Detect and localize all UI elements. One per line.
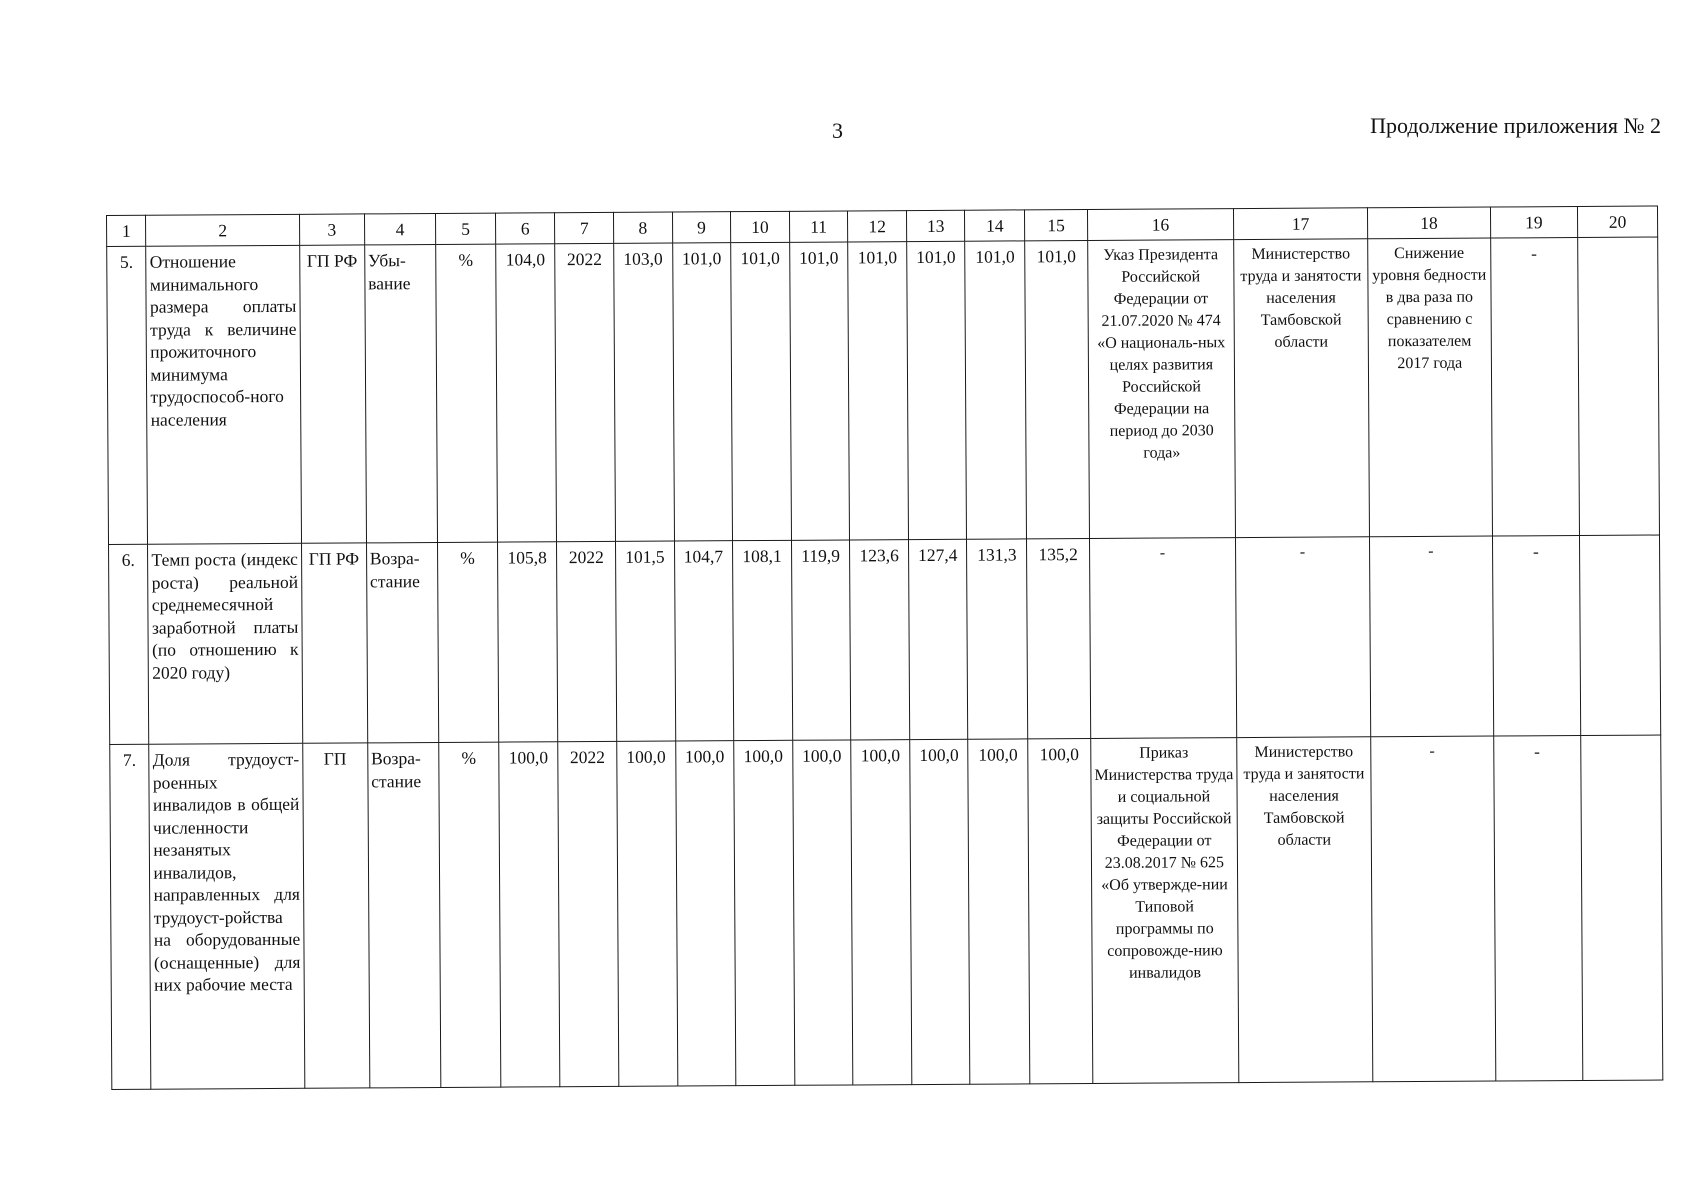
col-number: 12 (848, 211, 907, 242)
target-value: 127,4 (908, 539, 968, 739)
target-value: 131,3 (967, 539, 1028, 739)
base-year: 2022 (555, 243, 615, 541)
column-19-value: - (1492, 536, 1581, 737)
base-value: 105,8 (497, 542, 558, 742)
target-value: 103,0 (614, 243, 674, 541)
target-value: 101,0 (789, 242, 849, 540)
unit: % (438, 542, 499, 742)
col-number: 16 (1087, 209, 1233, 241)
col-number: 19 (1490, 207, 1578, 239)
base-year: 2022 (557, 541, 617, 741)
legal-basis: - (1089, 538, 1236, 739)
col-number: 7 (555, 212, 614, 243)
target-value: 101,0 (965, 241, 1026, 539)
target-value: 100,0 (617, 741, 678, 1086)
base-value: 104,0 (495, 244, 556, 542)
target-value: 101,0 (672, 243, 732, 541)
col-number: 3 (299, 214, 364, 245)
row-number: 6. (109, 544, 150, 744)
target-value: 101,0 (848, 242, 908, 540)
target-value: 101,0 (731, 242, 791, 540)
responsible-body: Министерство труда и занятости населения Тамбовской области (1237, 737, 1373, 1083)
target-value: 119,9 (791, 540, 851, 740)
col-number: 2 (146, 214, 300, 246)
base-year: 2022 (558, 741, 619, 1086)
row-number: 5. (107, 246, 148, 544)
col-number: 13 (906, 210, 965, 241)
goal-link: - (1370, 536, 1494, 737)
trend-direction: Убы-вание (364, 244, 437, 542)
indicator-name: Темп роста (индекс роста) реальной среднемесячной заработной платы (по отношению к 2020 году) (148, 543, 303, 744)
col-number: 8 (613, 212, 672, 243)
base-value: 100,0 (498, 742, 560, 1087)
col-number: 14 (965, 210, 1025, 241)
column-20-value (1581, 735, 1663, 1080)
target-value: 100,0 (1028, 738, 1093, 1083)
target-value: 101,5 (615, 541, 675, 741)
trend-direction: Возра-стание (367, 742, 440, 1087)
column-19-value: - (1493, 736, 1582, 1082)
table-row (109, 535, 1661, 744)
col-number: 11 (789, 211, 848, 242)
col-number: 5 (436, 213, 496, 244)
target-value: 100,0 (968, 739, 1030, 1084)
indicator-name: Отношение минимального размера оплаты труда к величине прожиточного минимума трудоспособ-ного населения (146, 245, 301, 544)
responsible-body: - (1235, 537, 1370, 738)
row-number: 7. (110, 744, 152, 1089)
col-number: 17 (1233, 208, 1367, 240)
target-value: 100,0 (910, 739, 971, 1084)
unit: % (439, 742, 501, 1087)
column-20-value (1578, 237, 1660, 535)
indicator-name: Доля трудоуст-роенных инвалидов в общей численности незанятых инвалидов, направленных для трудоуст-ройства на оборудованные (оснащенные) для них рабочие места (149, 743, 304, 1089)
trend-direction: Возра-стание (366, 542, 439, 742)
responsible-body: Министерство труда и занятости населения Тамбовской области (1234, 239, 1370, 538)
target-value: 104,7 (674, 541, 734, 741)
column-19-value: - (1490, 238, 1579, 537)
legal-basis: Приказ Министерства труда и социальной защиты Российской Федерации от 23.08.2017 № 625 «Об утвержде-нии Типовой программы по сопровожде-нию инвалидов (1091, 738, 1239, 1084)
target-value: 101,0 (1025, 241, 1090, 539)
target-value: 123,6 (850, 540, 910, 740)
column-20-value (1579, 535, 1660, 735)
target-value: 100,0 (851, 740, 912, 1085)
col-number: 10 (731, 211, 790, 242)
col-number: 4 (364, 213, 436, 244)
program-code: ГП РФ (299, 245, 366, 543)
target-value: 108,1 (733, 540, 793, 740)
target-value: 100,0 (734, 740, 795, 1085)
col-number: 15 (1025, 210, 1088, 241)
col-number: 18 (1368, 207, 1491, 239)
unit: % (436, 244, 497, 542)
col-number: 20 (1577, 206, 1657, 237)
appendix-continuation-label: Продолжение приложения № 2 (1370, 113, 1661, 138)
legal-basis: Указ Президента Российской Федерации от 21.07.2020 № 474 «О националь-ных целях развития Российской Федерации на период до 2030 года» (1088, 240, 1236, 539)
program-code: ГП РФ (301, 543, 367, 743)
indicators-table (106, 206, 1663, 1090)
program-code: ГП (303, 743, 370, 1088)
col-number: 6 (495, 213, 555, 244)
col-number: 9 (672, 212, 731, 243)
table-row (110, 735, 1663, 1089)
target-value: 101,0 (907, 241, 967, 539)
target-value: 135,2 (1027, 538, 1091, 738)
target-value: 100,0 (675, 741, 736, 1086)
page-number: 3 (832, 118, 843, 143)
goal-link: Снижение уровня бедности в два раза по сравнению с показателем 2017 года (1368, 238, 1492, 537)
table-row (107, 237, 1660, 544)
col-number: 1 (107, 215, 147, 246)
target-value: 100,0 (792, 740, 853, 1085)
goal-link: - (1371, 736, 1496, 1082)
